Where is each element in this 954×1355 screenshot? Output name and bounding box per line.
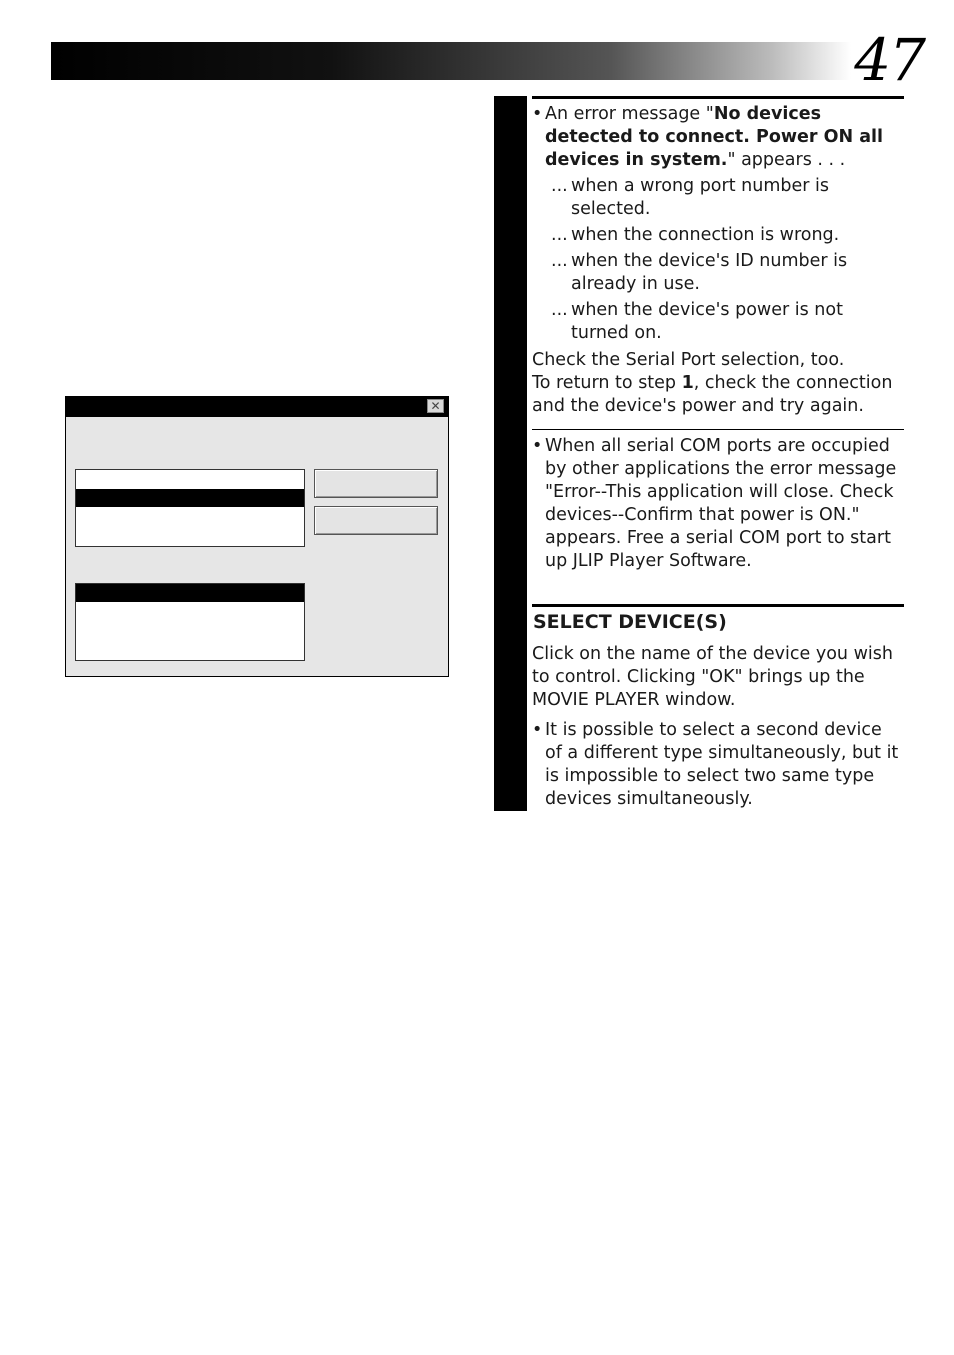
select-intro: Click on the name of the device you wish to control. Clicking "OK" brings up the MOVIE PLAYER window. [532, 644, 893, 710]
selected-second-device-row[interactable] [76, 584, 304, 602]
select-section [532, 643, 904, 811]
step-number: 4 [497, 607, 527, 656]
close-icon[interactable]: ✕ [427, 399, 444, 413]
error-bullet: • An error message "No devices detected to connect. Power ON all devices in system." appears . . . [532, 103, 904, 172]
dialog-title-bar [66, 397, 448, 417]
return-text: To return to step 1, check the connection and the device's power and try again. [532, 373, 893, 416]
error-section [532, 103, 904, 418]
reason-item: ... when the device's ID number is already in use. [551, 251, 848, 294]
check-serial-text: Check the Serial Port selection, too. [532, 350, 845, 370]
step-heading: SELECT DEVICE(S) [533, 611, 727, 633]
page-number: 47 [854, 26, 924, 94]
reason-item: ... when a wrong port number is selected. [551, 176, 829, 219]
device-list[interactable] [75, 469, 305, 547]
side-bar [494, 96, 527, 811]
select-bullet: • It is possible to select a second device of a different type simultaneously, but it is impossible to select two same type devices simultaneously. [532, 719, 904, 811]
select-device-dialog [65, 396, 449, 677]
divider-rule [532, 429, 904, 430]
selected-device-row[interactable] [76, 489, 304, 507]
header-bar [51, 42, 851, 80]
second-device-list[interactable] [75, 583, 305, 661]
reason-item: ... when the device's power is not turned on. [551, 300, 843, 343]
com-section [532, 435, 904, 573]
cancel-button[interactable] [314, 506, 438, 535]
reason-item: ... when the connection is wrong. [551, 225, 840, 245]
top-rule [532, 96, 904, 99]
com-bullet: • When all serial COM ports are occupied by other applications the error message "Error--This application will close. Check devices--Confirm that power is ON." appears. Free a serial COM port to start up JLIP Player Software. [532, 435, 904, 573]
ok-button[interactable] [314, 469, 438, 498]
step-rule [532, 604, 904, 607]
